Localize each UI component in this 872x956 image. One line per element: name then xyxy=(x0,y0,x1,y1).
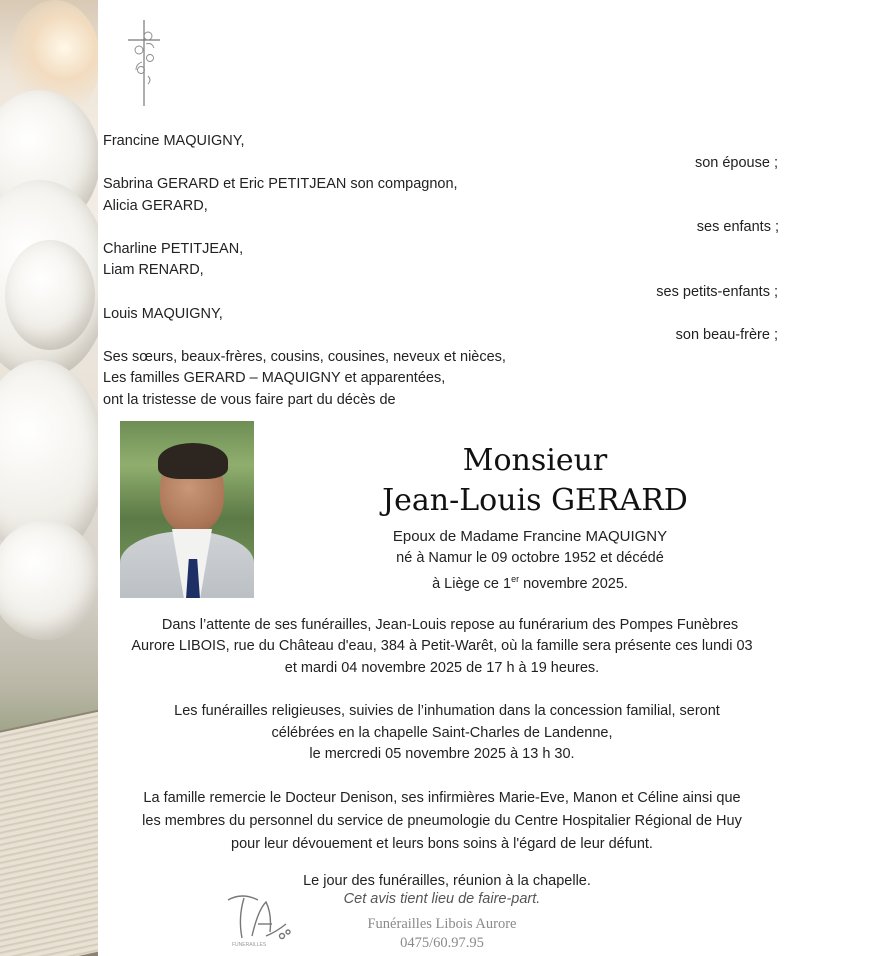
thanks-line-2: les membres du personnel du service de pneumologie du Centre Hospitalier Régional de Huy xyxy=(142,813,742,829)
family-line-relatives: Ses sœurs, beaux-frères, cousins, cousines, neveux et nièces, xyxy=(103,349,506,365)
family-role-brother-in-law: son beau-frère ; xyxy=(675,327,778,343)
cross-with-roses-icon xyxy=(126,18,162,108)
family-role-grandchildren: ses petits-enfants ; xyxy=(656,284,778,300)
repose-line-2: Aurore LIBOIS, rue du Château d'eau, 384 à Petit-Warêt, où la famille sera présente ces lundi 03 xyxy=(131,638,753,654)
thanks-line-1: La famille remercie le Docteur Denison, ses infirmières Marie-Eve, Manon et Céline ainsi que xyxy=(143,790,741,806)
family-line-child-2: Alicia GERARD, xyxy=(103,198,208,214)
funeral-home-phone: 0475/60.97.95 xyxy=(400,935,484,951)
honorific-title: Monsieur xyxy=(462,443,608,478)
birth-line: né à Namur le 09 octobre 1952 et décédé xyxy=(396,550,664,566)
portrait-photo xyxy=(120,421,254,598)
funeral-home-logo xyxy=(222,890,294,950)
announcement-intro: ont la tristesse de vous faire part du décès de xyxy=(103,392,396,408)
death-line: à Liège ce 1er novembre 2025. xyxy=(432,574,628,592)
family-line-families: Les familles GERARD – MAQUIGNY et apparentées, xyxy=(103,370,446,386)
funeral-line-2: célébrées en la chapelle Saint-Charles de Landenne, xyxy=(271,725,613,741)
funeral-line-1: Les funérailles religieuses, suivies de l’inhumation dans la concession familial, seront xyxy=(174,703,720,719)
family-role-children: ses enfants ; xyxy=(696,219,779,235)
logo-caption: FUNERAILLES xyxy=(232,942,267,948)
family-line-spouse: Francine MAQUIGNY, xyxy=(103,133,245,149)
white-rose-side-image xyxy=(0,0,98,956)
notice-line: Cet avis tient lieu de faire-part. xyxy=(343,891,541,907)
funeral-line-3: le mercredi 05 novembre 2025 à 13 h 30. xyxy=(309,746,575,762)
thanks-line-3: pour leur dévouement et leurs bons soins à l'égard de leur défunt. xyxy=(231,836,653,852)
family-line-grandchild-1: Charline PETITJEAN, xyxy=(103,241,244,257)
family-line-brother-in-law: Louis MAQUIGNY, xyxy=(103,306,223,322)
deceased-name: Jean-Louis GERARD xyxy=(382,483,688,518)
repose-line-1: Dans l’attente de ses funérailles, Jean-Louis repose au funérarium des Pompes Funèbres xyxy=(161,617,739,633)
reunion-line: Le jour des funérailles, réunion à la chapelle. xyxy=(303,873,591,889)
family-line-child-1: Sabrina GERARD et Eric PETITJEAN son compagnon, xyxy=(103,176,458,192)
family-line-grandchild-2: Liam RENARD, xyxy=(103,262,204,278)
repose-line-3: et mardi 04 novembre 2025 de 17 h à 19 heures. xyxy=(284,660,600,676)
spouse-line: Epoux de Madame Francine MAQUIGNY xyxy=(392,528,668,545)
funeral-home-name: Funérailles Libois Aurore xyxy=(367,916,517,932)
family-role-spouse: son épouse ; xyxy=(694,155,778,171)
